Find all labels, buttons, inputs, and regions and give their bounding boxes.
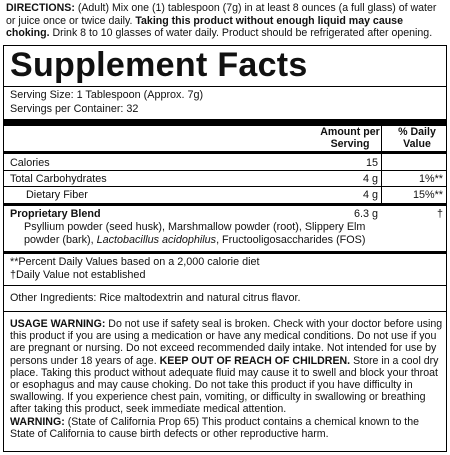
row-divider: [4, 186, 446, 187]
blend-name: Proprietary Blend: [10, 208, 101, 220]
thick-rule-header: [4, 151, 446, 154]
row-fiber-amount: 4 g: [362, 189, 378, 201]
serving-size: Serving Size: 1 Tablespoon (Approx. 7g): [10, 89, 204, 101]
row-fiber-name: Dietary Fiber: [26, 189, 88, 201]
usage-warning: [10, 318, 444, 440]
column-divider: [381, 126, 382, 204]
row-carbs-dv: 1%**: [418, 173, 443, 185]
row-calories-name: Calories: [10, 157, 50, 169]
header-daily-value: % Daily Value: [398, 126, 436, 150]
usage-warning-text-2: Store in a cool dry place. Taking this product without adequate fluid may cause it to swell and block your throat or esophagus and may cause choking. Do not take this product if you have difficulty in swallowing. If you experience chest pain, vomiting, or difficulty in swallowing or breathing after taking this product, seek immediate medical attention.: [10, 354, 439, 416]
blend-ingredients-part-a: powder (bark),: [24, 234, 97, 246]
blend-amount: 6.3 g: [353, 208, 378, 220]
title-rule: [4, 86, 446, 87]
row-calories-amount: 15: [365, 157, 378, 169]
row-fiber-dv: 15%**: [412, 189, 443, 201]
usage-warning-text-1: Do not use if safety seal is broken. Check with your doctor before using this product if you are using a medication or have any medical conditions. Do not use if you are pregnant or nursing. Do not exceed recommended daily intake. Not intended for use by persons under 18 years of age.: [10, 318, 443, 367]
header-amount-per-serving: Amount per Serving: [320, 126, 380, 150]
row-carbs-amount: 4 g: [362, 173, 378, 185]
other-ingredients: Other Ingredients: Rice maltodextrin and natural citrus flavor.: [10, 292, 301, 304]
footnote-rule: [4, 285, 446, 286]
blend-ingredients-line-2: [24, 234, 365, 246]
directions-label: DIRECTIONS:: [6, 2, 75, 14]
row-divider: [4, 170, 446, 171]
keep-out-of-reach: KEEP OUT OF REACH OF CHILDREN.: [159, 354, 351, 367]
thick-rule-footnotes: [4, 251, 446, 254]
footnote-daily-values: **Percent Daily Values based on a 2,000 calorie diet: [10, 256, 260, 268]
choking-warning: Taking this product without enough liquid may cause choking.: [6, 14, 403, 40]
directions-text-2: Drink 8 to 10 glasses of water daily. Product should be refrigerated after opening.: [52, 27, 433, 40]
facts-title: Supplement Facts: [10, 46, 308, 84]
directions-text: [6, 2, 446, 40]
directions-text-1: (Adult) Mix one (1) tablespoon (7g) in at least 8 ounces (a full glass) of water or juice once or twice daily.: [6, 2, 437, 27]
usage-warning-label: USAGE WARNING:: [10, 318, 106, 330]
blend-dv: †: [436, 208, 443, 220]
blend-ingredients-part-b: , Fructooligosaccharides (FOS): [216, 234, 366, 246]
footnote-not-established: †Daily Value not established: [10, 269, 146, 281]
thick-rule-top: [4, 119, 446, 126]
blend-ingredients-italic: Lactobacillus acidophilus: [96, 234, 217, 246]
supplement-facts-panel: [3, 45, 447, 452]
blend-ingredients-line-1: Psyllium powder (seed husk), Marshmallow powder (root), Slippery Elm: [24, 221, 366, 233]
servings-per-container: Servings per Container: 32: [10, 103, 139, 115]
row-carbs-name: Total Carbohydrates: [10, 173, 107, 185]
prop65-warning-label: WARNING:: [10, 415, 65, 428]
prop65-warning-text: (State of California Prop 65) This product contains a chemical known to the State of California to cause birth defects or other reproductive harm.: [10, 415, 420, 440]
usage-rule: [4, 311, 446, 312]
thick-rule-blend: [4, 203, 446, 206]
